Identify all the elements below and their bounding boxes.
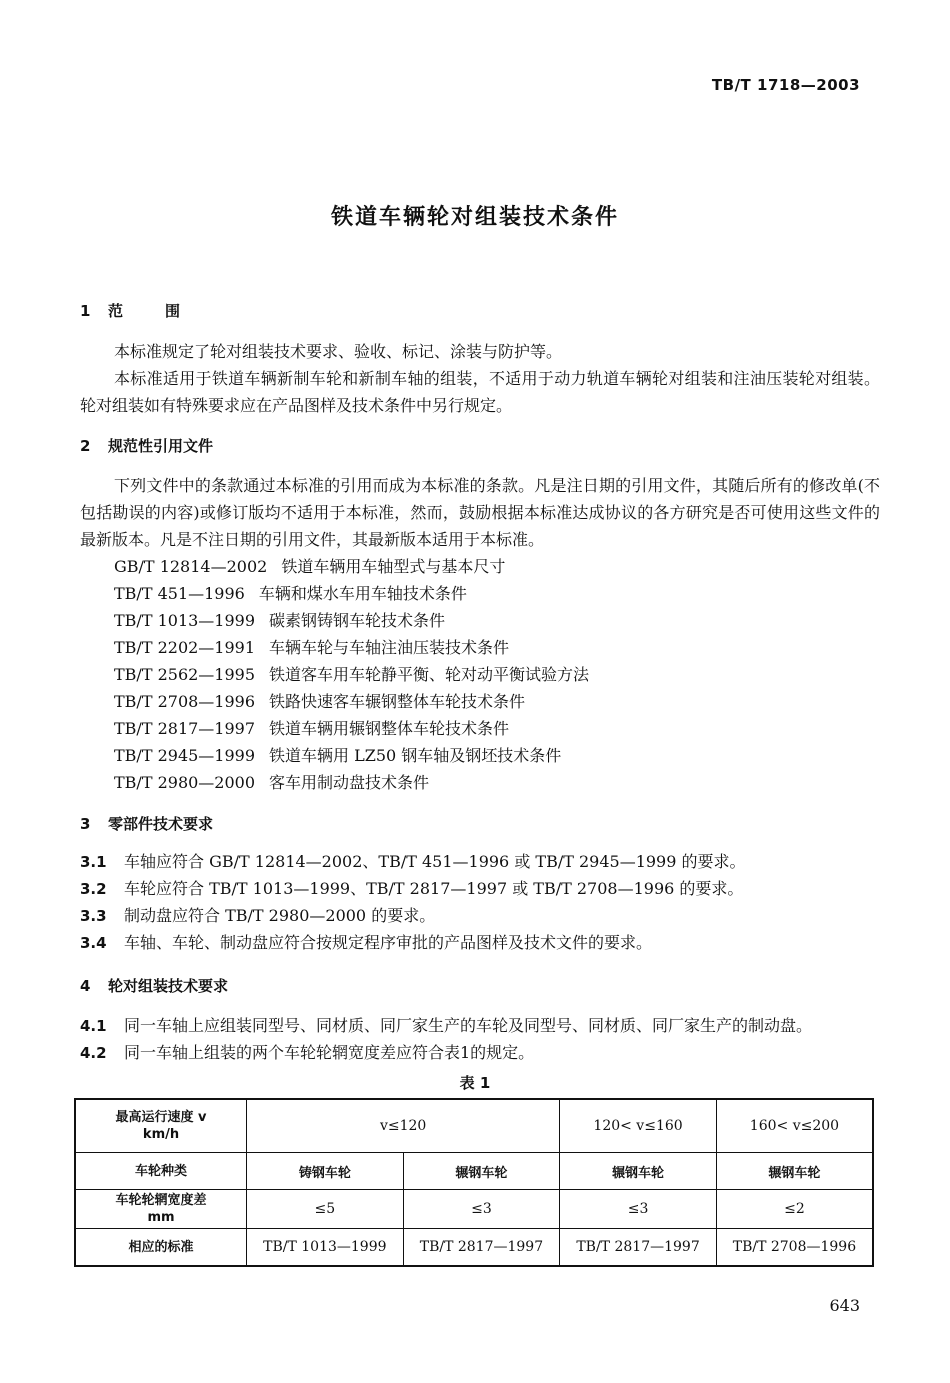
section-1-number: 1 — [80, 302, 91, 320]
label-unit: km/h — [142, 1127, 180, 1142]
clause-3-3 — [80, 902, 435, 930]
reference-item — [114, 688, 589, 715]
reference-code: GB/T 12814—2002 — [114, 557, 268, 576]
table-row — [75, 1190, 873, 1229]
label-line: 车轮轮辋宽度差 — [115, 1193, 207, 1208]
section-3-heading — [80, 813, 213, 834]
section-3-number: 3 — [80, 815, 91, 833]
reference-item — [114, 634, 589, 661]
clause-3-2 — [80, 875, 743, 903]
table-row — [75, 1229, 873, 1267]
clause-4-1 — [80, 1012, 812, 1040]
section-2-number: 2 — [80, 437, 91, 455]
table-cell: 铸钢车轮 — [247, 1153, 404, 1190]
table-cell: ≤5 — [247, 1190, 404, 1229]
standard-code-header: TB/T 1718—2003 — [711, 76, 860, 94]
table-cell: TB/T 2817—1997 — [560, 1229, 717, 1267]
section-4-number: 4 — [80, 977, 91, 995]
reference-code: TB/T 2562—1995 — [114, 665, 256, 684]
clause-number: 3.3 — [80, 907, 107, 925]
reference-item — [114, 607, 589, 634]
clause-text: 制动盘应符合 TB/T 2980—2000 的要求。 — [124, 906, 436, 925]
section-2-title: 规范性引用文件 — [108, 437, 214, 455]
clause-number: 3.4 — [80, 934, 107, 952]
clause-text: 同一车轴上组装的两个车轮轮辋宽度差应符合表1的规定。 — [124, 1043, 535, 1062]
clause-4-2 — [80, 1039, 534, 1067]
section-2-paragraph: 下列文件中的条款通过本标准的引用而成为本标准的条款。凡是注日期的引用文件，其随后所有的修改单(不包括勘误的内容)或修订版均不适用于本标准，然而，鼓励根据本标准达成协议的各方研究是否可使用这些文件的最新版本。凡是不注日期的引用文件，其最新版本适用于本标准。 — [80, 476, 880, 549]
table-row — [75, 1153, 873, 1190]
clause-text: 车轮应符合 TB/T 1013—1999、TB/T 2817—1997 或 TB/T 2708—1996 的要求。 — [124, 879, 744, 898]
section-1-title: 范围 — [108, 302, 223, 320]
reference-code: TB/T 451—1996 — [114, 584, 245, 603]
table-cell: 辗钢车轮 — [716, 1153, 873, 1190]
reference-code: TB/T 2708—1996 — [114, 692, 256, 711]
reference-title: 铁路快速客车辗钢整体车轮技术条件 — [269, 692, 526, 711]
table-cell: TB/T 1013—1999 — [247, 1229, 404, 1267]
row-label-standard: 相应的标准 — [75, 1229, 247, 1267]
clause-number: 4.2 — [80, 1044, 107, 1062]
table-cell: TB/T 2817—1997 — [403, 1229, 560, 1267]
row-label-wheel-type: 车轮种类 — [75, 1153, 247, 1190]
reference-code: TB/T 2980—2000 — [114, 773, 256, 792]
reference-code: TB/T 2202—1991 — [114, 638, 256, 657]
clause-text: 车轴、车轮、制动盘应符合按规定程序审批的产品图样及技术文件的要求。 — [124, 933, 653, 952]
table-cell: 160< v≤200 — [716, 1099, 873, 1153]
reference-item — [114, 580, 589, 607]
clause-text: 车轴应符合 GB/T 12814—2002、TB/T 451—1996 或 TB/T 2945—1999 的要求。 — [124, 852, 746, 871]
table-cell: v≤120 — [247, 1099, 560, 1153]
section-3-title: 零部件技术要求 — [108, 815, 214, 833]
table-cell: 120< v≤160 — [560, 1099, 717, 1153]
clause-3-1 — [80, 848, 746, 876]
reference-item — [114, 553, 589, 580]
table-cell: ≤3 — [403, 1190, 560, 1229]
table-cell: 辗钢车轮 — [403, 1153, 560, 1190]
document-title: 铁道车辆轮对组装技术条件 — [330, 205, 619, 230]
reference-title: 车辆和煤水车用车轴技术条件 — [258, 584, 467, 603]
page-number: 643 — [829, 1296, 860, 1315]
table-row — [75, 1099, 873, 1153]
reference-code: TB/T 1013—1999 — [114, 611, 256, 630]
clause-number: 3.2 — [80, 880, 107, 898]
table-1 — [74, 1098, 874, 1267]
clause-text: 同一车轴上应组装同型号、同材质、同厂家生产的车轮及同型号、同材质、同厂家生产的制动盘。 — [124, 1016, 813, 1035]
reference-title: 铁道客车用车轮静平衡、轮对动平衡试验方法 — [269, 665, 590, 684]
reference-item — [114, 661, 589, 688]
section-1-heading — [80, 300, 222, 321]
label-line: 最高运行速度 v — [115, 1110, 207, 1125]
reference-code: TB/T 2817—1997 — [114, 719, 256, 738]
section-1-paragraph-2: 本标准适用于铁道车辆新制车轮和新制车轴的组装，不适用于动力轨道车辆轮对组装和注油压装轮对组装。轮对组装如有特殊要求应在产品图样及技术条件中另行规定。 — [80, 369, 880, 415]
clause-3-4 — [80, 929, 652, 957]
table-cell: 辗钢车轮 — [560, 1153, 717, 1190]
row-label-rim-width-diff — [75, 1190, 247, 1229]
section-2-heading — [80, 435, 213, 456]
table-cell: ≤2 — [716, 1190, 873, 1229]
clause-number: 4.1 — [80, 1017, 107, 1035]
section-4-title: 轮对组装技术要求 — [108, 977, 229, 995]
reference-item — [114, 742, 589, 769]
reference-title: 铁道车辆用辗钢整体车轮技术条件 — [269, 719, 510, 738]
reference-title: 铁道车辆用车轴型式与基本尺寸 — [281, 557, 506, 576]
table-cell: ≤3 — [560, 1190, 717, 1229]
table-1-caption: 表 1 — [459, 1074, 491, 1092]
reference-title: 碳素钢铸钢车轮技术条件 — [269, 611, 446, 630]
row-label-speed — [75, 1099, 247, 1153]
normative-reference-list — [114, 553, 589, 796]
clause-number: 3.1 — [80, 853, 107, 871]
reference-item — [114, 715, 589, 742]
reference-code: TB/T 2945—1999 — [114, 746, 256, 765]
label-unit: mm — [147, 1210, 175, 1225]
reference-title: 客车用制动盘技术条件 — [269, 773, 430, 792]
section-4-heading — [80, 975, 228, 996]
reference-title: 车辆车轮与车轴注油压装技术条件 — [269, 638, 510, 657]
reference-item — [114, 769, 589, 796]
section-1-paragraph-1: 本标准规定了轮对组装技术要求、验收、标记、涂装与防护等。 — [114, 342, 563, 361]
reference-title: 铁道车辆用 LZ50 钢车轴及钢坯技术条件 — [269, 746, 562, 765]
table-cell: TB/T 2708—1996 — [716, 1229, 873, 1267]
